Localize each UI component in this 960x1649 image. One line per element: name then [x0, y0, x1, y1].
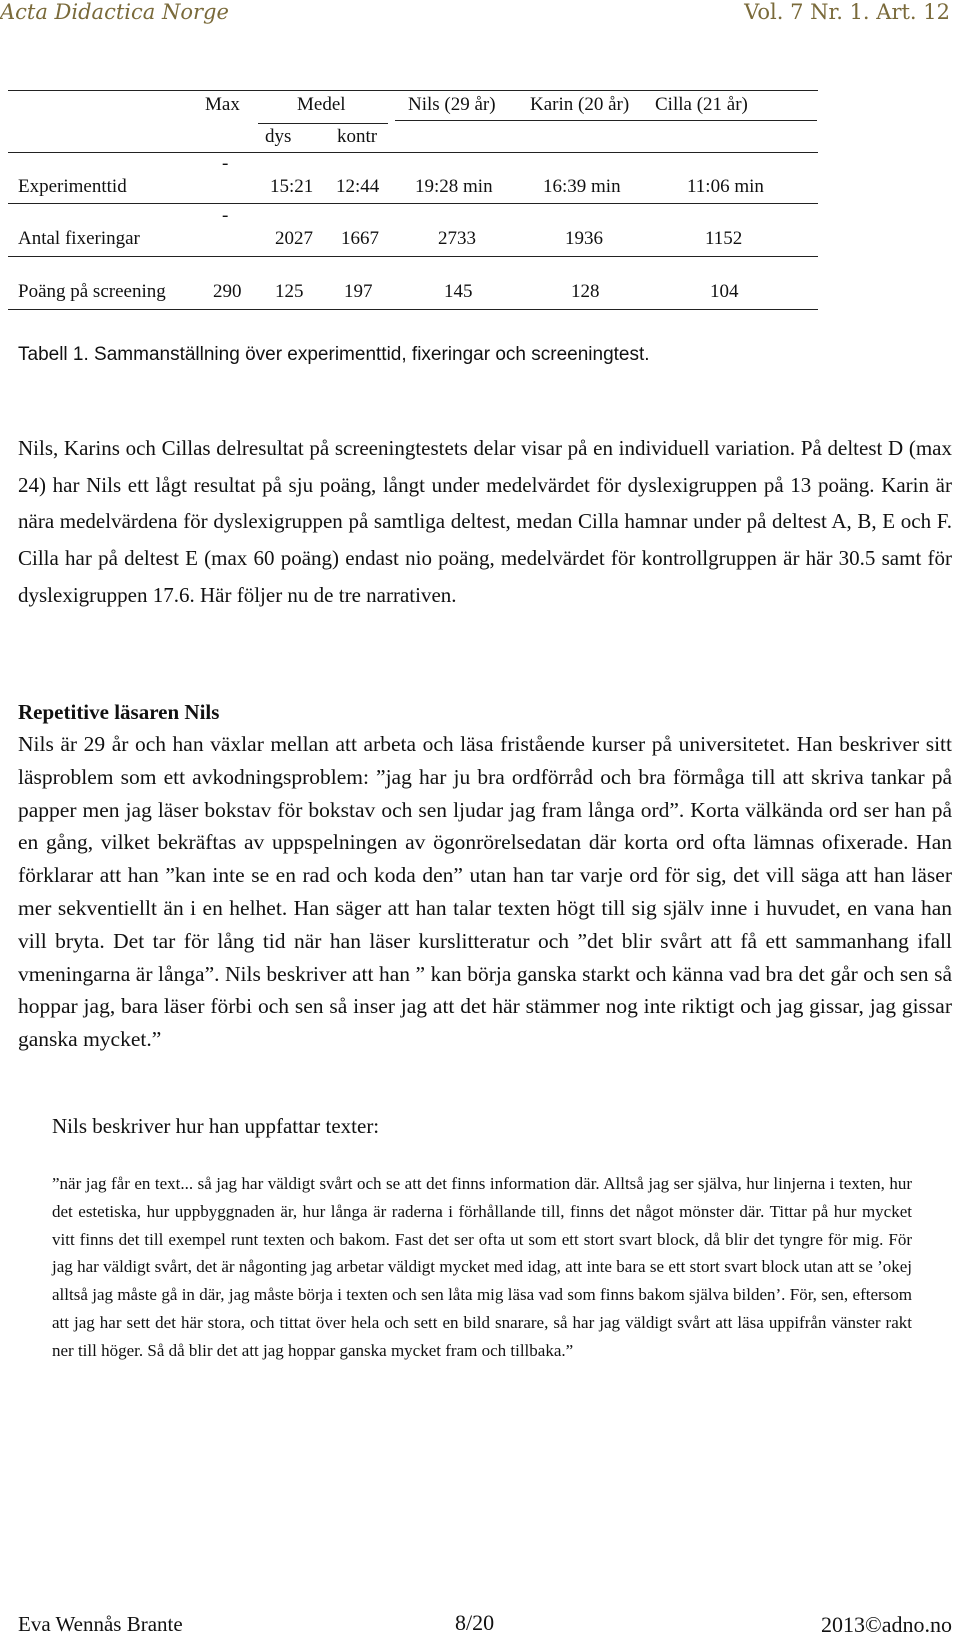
table-cell: 145 — [444, 281, 473, 302]
table-cell: 15:21 — [270, 176, 314, 197]
table-rule — [8, 256, 818, 257]
table-rule — [8, 203, 818, 204]
table-rule — [8, 90, 818, 91]
table-cell: 128 — [571, 281, 600, 302]
table-cell: 16:39 min — [543, 176, 621, 197]
results-table — [0, 0, 960, 330]
journal-name: Acta Didactica Norge — [0, 0, 229, 24]
page-number: 8/20 — [455, 1610, 495, 1635]
col-header-medel: Medel — [297, 94, 346, 115]
table-cell: - — [222, 153, 229, 174]
table-cell: - — [222, 205, 229, 226]
col-header-kontr: kontr — [337, 126, 378, 147]
table-cell: 1667 — [341, 228, 379, 249]
table-rule — [8, 309, 818, 310]
col-header-karin: Karin (20 år) — [530, 94, 630, 115]
row-label: Poäng på screening — [18, 281, 166, 302]
table-cell: 104 — [710, 281, 739, 302]
row-label: Experimenttid — [18, 176, 127, 197]
row-label: Antal fixeringar — [18, 228, 140, 249]
author-name: Eva Wennås Brante — [18, 1612, 183, 1636]
table-cell: 2733 — [438, 228, 476, 249]
table-cell: 2027 — [275, 228, 313, 249]
table-cell: 125 — [275, 281, 304, 302]
table-cell: 290 — [213, 281, 242, 302]
quote-intro: Nils beskriver hur han uppfattar texter: — [52, 1114, 380, 1138]
page-footer — [0, 1610, 960, 1646]
results-paragraph: Nils, Karins och Cillas delresultat på screeningtestets delar visar på en individuell variation. På deltest D (max 24) har Nils ett lågt resultat på sju poäng, långt under medelvärdet för dyslexigruppen på 13 poäng. Karin är nära medelvärdena för dyslexigruppen på samtliga deltest, medan Cilla hamnar under på deltest A, B, E och F. Cilla har på deltest E (max 60 poäng) endast nio poäng, medelvärdet för kontrollgruppen är här 30.5 samt för dyslexigruppen 17.6. Här följer nu de tre narrativen. — [18, 436, 952, 607]
block-quote: ”när jag får en text... så jag har väldigt svårt och se att det finns information där. Alltså jag ser själva, hur linjerna i texten, hur det estetiska, hur uppbyggnaden är, hur långa är raderna i förhållande till, finns det något mönster där. Tittar på hur mycket vitt finns det till exempel runt texten och bakom. Fast det ser ofta ut som ett stort svart block, då blir det tyngre för mig. För jag har väldigt svårt, det är någonting jag arbetar väldigt mycket med idag, att inte bara se ett stort svart block utan att se ’okej alltså jag måste gå in där, jag måste börja i texten och sen låta mig läsa vad som finns bakom själva bilden’. För, sen, eftersom att jag har sett det här stora, och tittat över hela och sett en bild snarare, så har jag väldigt svårt att läsa uppifrån vänster rakt ner till höger. Så då blir det att jag hoppar ganska mycket fram och tillbaka.” — [52, 1174, 912, 1360]
col-header-max: Max — [205, 94, 240, 115]
section-heading: Repetitive läsaren Nils — [18, 700, 220, 724]
col-header-dys: dys — [265, 126, 292, 147]
col-header-cilla: Cilla (21 år) — [655, 94, 748, 115]
table-rule — [395, 120, 817, 121]
volume-info: Vol. 7 Nr. 1. Art. 12 — [744, 0, 950, 24]
col-header-nils: Nils (29 år) — [408, 94, 496, 115]
site-mark: 2013©adno.no — [821, 1612, 952, 1637]
table-rule — [258, 123, 388, 124]
table-caption: Tabell 1. Sammanställning över experimenttid, fixeringar och screeningtest. — [18, 344, 650, 365]
table-cell: 19:28 min — [415, 176, 493, 197]
table-cell: 1936 — [565, 228, 603, 249]
table-cell: 12:44 — [336, 176, 380, 197]
nils-paragraph: Nils är 29 år och han växlar mellan att arbeta och läsa fristående kurser på universitetet. Han beskriver sitt läsproblem som ett avkodningsproblem: ”jag har ju bra ordförråd och bra förmåga till att skriva tankar på papper men jag läser bokstav för bokstav och sen ljudar jag fram långa ord”. Korta välkända ord ser han på en gång, vilket bekräftas av uppspelningen av ögonrörelsedatan där korta ord ofta lämnas ofixerade. Han förklarar att han ”kan inte se en rad och koda den” utan han tar varje ord för sig, det vill säga att han läser mer sekventiellt än i en helhet. Han säger att han talar texten högt till sig själv inne i huvudet, en vana han vill bryta. Det tar för lång tid när han läser kurslitteratur och ”det blir svårt att få ett sammanhang ifall vmeningarna är långa”. Nils beskriver att han ” kan börja ganska starkt och känna vad bra det går och sen så hoppar jag, bara läser förbi och sen så inser jag att det här stämmer nog inte riktigt och jag gissar, jag gissar ganska mycket.” — [18, 732, 952, 1052]
table-cell: 1152 — [705, 228, 743, 249]
table-cell: 197 — [344, 281, 373, 302]
table-cell: 11:06 min — [687, 176, 764, 197]
table-rule — [8, 152, 818, 153]
